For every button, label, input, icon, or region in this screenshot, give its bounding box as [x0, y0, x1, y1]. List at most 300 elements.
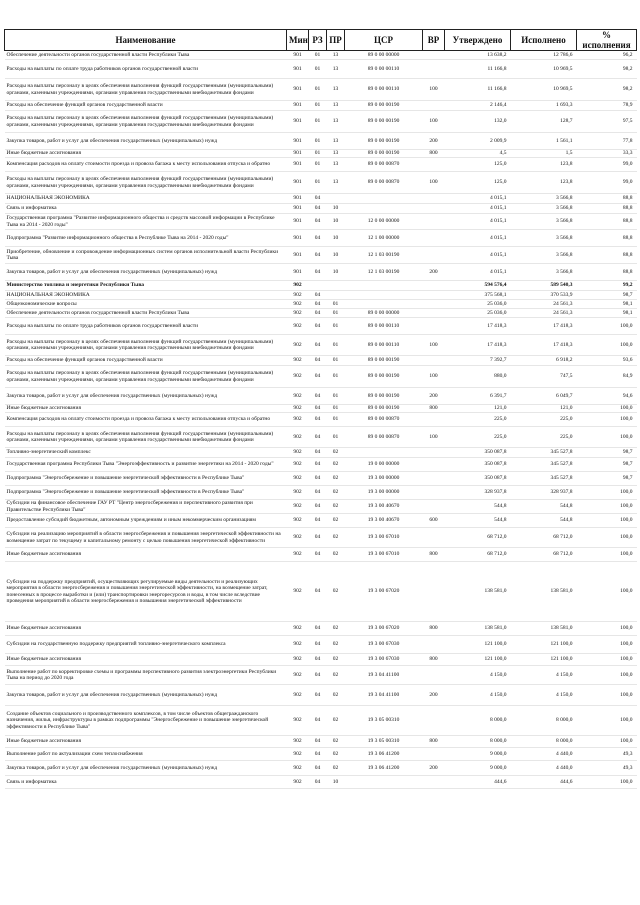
header-vr: ВР — [423, 30, 445, 51]
table-row — [5, 736, 637, 748]
table-row — [5, 388, 637, 405]
row-min: 902 — [287, 413, 309, 427]
row-rz: 04 — [309, 706, 327, 736]
row-min: 902 — [287, 685, 309, 706]
row-vr: 800 — [423, 405, 445, 413]
row-min: 902 — [287, 528, 309, 548]
row-approved: 544,8 — [445, 514, 511, 528]
row-approved: 4 015,1 — [445, 264, 511, 281]
row-min: 902 — [287, 300, 309, 309]
row-executed: 1 693,3 — [511, 101, 577, 111]
row-pr — [327, 281, 345, 291]
row-name: Расходы на выплаты персоналу в целях обеспечения выполнения функций государственными (муниципальными) органами, казенными учреждениями, органами управления государственными внебюджетными фондами — [5, 335, 287, 356]
row-vr: 200 — [423, 761, 445, 776]
row-pr: 02 — [327, 706, 345, 736]
row-csr: 19 3 04 41100 — [345, 685, 423, 706]
row-rz: 04 — [309, 448, 327, 458]
row-approved: 8 000,0 — [445, 736, 511, 748]
budget-report-page — [4, 29, 636, 789]
row-csr: 89 0 00 00870 — [345, 158, 423, 172]
row-approved: 138 581,0 — [445, 622, 511, 636]
row-approved: 594 576,4 — [445, 281, 511, 291]
row-vr — [423, 562, 445, 622]
row-csr: 19 3 00 67020 — [345, 562, 423, 622]
row-pr: 01 — [327, 335, 345, 356]
row-vr: 800 — [423, 150, 445, 158]
row-pr: 02 — [327, 472, 345, 486]
row-vr — [423, 60, 445, 79]
row-approved: 4 015,1 — [445, 204, 511, 214]
row-approved: 11 166,8 — [445, 79, 511, 101]
row-executed: 444,6 — [511, 776, 577, 789]
row-name: Приобретение, обновление и сопровождение информационных систем органов исполнительной власти Республики Тыва — [5, 247, 287, 264]
table-row — [5, 562, 637, 622]
row-csr: 89 0 00 00190 — [345, 101, 423, 111]
table-row — [5, 356, 637, 366]
table-row — [5, 366, 637, 388]
row-pr: 13 — [327, 158, 345, 172]
row-approved: 68 712,0 — [445, 528, 511, 548]
row-name: Связь и информатика — [5, 776, 287, 789]
row-approved: 444,6 — [445, 776, 511, 789]
row-csr: 19 3 00 67010 — [345, 548, 423, 562]
table-row — [5, 448, 637, 458]
row-executed: 10 969,5 — [511, 79, 577, 101]
row-name: Расходы на выплаты персоналу в целях обеспечения выполнения функций государственными (муниципальными) органами, казенными учреждениями, органами управления государственными внебюджетными фондами — [5, 366, 287, 388]
row-rz: 04 — [309, 427, 327, 448]
row-executed: 4 150,0 — [511, 685, 577, 706]
row-percent: 100,0 — [577, 427, 637, 448]
row-name: Выполнение работ по корректировке схемы и программы перспективного развития электроэнергетики Республики Тыва на период до 2020 года — [5, 666, 287, 685]
row-pr: 13 — [327, 172, 345, 194]
row-approved: 121,0 — [445, 405, 511, 413]
table-row — [5, 194, 637, 204]
row-executed: 123,8 — [511, 158, 577, 172]
row-approved: 25 036,0 — [445, 300, 511, 309]
row-approved: 11 166,8 — [445, 60, 511, 79]
row-executed: 345 527,8 — [511, 472, 577, 486]
row-csr: 19 3 00 40670 — [345, 514, 423, 528]
row-pr: 10 — [327, 230, 345, 247]
row-rz: 04 — [309, 194, 327, 204]
row-percent: 98,2 — [577, 60, 637, 79]
row-min: 902 — [287, 706, 309, 736]
row-percent: 98,2 — [577, 79, 637, 101]
row-name: Расходы на выплаты персоналу в целях обеспечения выполнения функций государственными (муниципальными) органами, казенными учреждениями, органами управления государственными внебюджетными фондами — [5, 172, 287, 194]
row-pr: 01 — [327, 309, 345, 318]
row-vr — [423, 204, 445, 214]
row-min: 902 — [287, 622, 309, 636]
row-rz: 01 — [309, 172, 327, 194]
row-vr — [423, 500, 445, 514]
row-approved: 138 581,0 — [445, 562, 511, 622]
row-pr: 02 — [327, 685, 345, 706]
row-approved: 68 712,0 — [445, 548, 511, 562]
row-min: 901 — [287, 230, 309, 247]
row-percent: 100,0 — [577, 736, 637, 748]
budget-table — [4, 29, 637, 789]
row-percent: 78,9 — [577, 101, 637, 111]
row-name: Иные бюджетные ассигнования — [5, 150, 287, 158]
row-executed: 3 566,8 — [511, 204, 577, 214]
row-pr: 02 — [327, 748, 345, 761]
row-name: Субсидии на реализацию мероприятий в области энергосбережения и повышения энергетической эффективности на возмещение затрат по текущему и капитальному ремонту с целью повышения энергетической эффективности — [5, 528, 287, 548]
table-header-row — [5, 30, 637, 51]
row-executed: 68 712,0 — [511, 528, 577, 548]
row-min: 901 — [287, 79, 309, 101]
row-executed: 345 527,8 — [511, 448, 577, 458]
row-percent: 100,0 — [577, 666, 637, 685]
row-min: 902 — [287, 776, 309, 789]
table-row — [5, 761, 637, 776]
row-min: 902 — [287, 291, 309, 300]
table-row — [5, 413, 637, 427]
row-pr: 13 — [327, 111, 345, 133]
row-name: Компенсация расходов на оплату стоимости проезда и провоза багажа к месту использования отпуска и обратно — [5, 413, 287, 427]
row-csr: 89 0 00 00110 — [345, 79, 423, 101]
row-min: 901 — [287, 51, 309, 60]
row-percent: 98,7 — [577, 458, 637, 472]
row-pr: 02 — [327, 636, 345, 654]
table-row — [5, 622, 637, 636]
table-row — [5, 60, 637, 79]
row-rz: 04 — [309, 622, 327, 636]
table-row — [5, 500, 637, 514]
row-executed: 123,8 — [511, 172, 577, 194]
row-name: Расходы на выплаты по оплате труда работников органов государственной власти — [5, 318, 287, 335]
row-csr: 19 3 05 00310 — [345, 736, 423, 748]
row-min: 901 — [287, 264, 309, 281]
row-min: 901 — [287, 194, 309, 204]
row-name: Топливно-энергетический комплекс — [5, 448, 287, 458]
row-executed: 3 566,8 — [511, 230, 577, 247]
row-min: 902 — [287, 309, 309, 318]
row-percent: 49,3 — [577, 748, 637, 761]
row-rz: 01 — [309, 150, 327, 158]
row-percent: 98,7 — [577, 472, 637, 486]
row-min: 902 — [287, 335, 309, 356]
table-row — [5, 281, 637, 291]
row-executed: 12 786,6 — [511, 51, 577, 60]
row-name: Расходы на выплаты персоналу в целях обеспечения выполнения функций государственными (муниципальными) органами, казенными учреждениями, органами управления государственными внебюджетными фондами — [5, 111, 287, 133]
row-approved: 544,8 — [445, 500, 511, 514]
table-row — [5, 133, 637, 150]
row-vr — [423, 194, 445, 204]
row-approved: 4 150,0 — [445, 685, 511, 706]
row-percent: 98,1 — [577, 309, 637, 318]
row-approved: 9 000,0 — [445, 761, 511, 776]
row-csr: 89 0 00 00870 — [345, 413, 423, 427]
row-rz: 04 — [309, 388, 327, 405]
row-executed: 68 712,0 — [511, 548, 577, 562]
row-rz: 04 — [309, 562, 327, 622]
row-name: Расходы на обеспечение функций органов государственной власти — [5, 101, 287, 111]
row-csr — [345, 300, 423, 309]
table-row — [5, 300, 637, 309]
row-min: 902 — [287, 366, 309, 388]
row-pr: 13 — [327, 79, 345, 101]
row-executed: 4 440,0 — [511, 761, 577, 776]
row-executed: 121 100,0 — [511, 636, 577, 654]
row-vr — [423, 748, 445, 761]
row-pr: 01 — [327, 388, 345, 405]
row-approved: 225,0 — [445, 413, 511, 427]
row-vr — [423, 281, 445, 291]
row-rz: 04 — [309, 486, 327, 500]
row-vr — [423, 448, 445, 458]
row-rz: 04 — [309, 300, 327, 309]
row-approved: 4 015,1 — [445, 214, 511, 230]
row-pr: 10 — [327, 264, 345, 281]
row-percent: 100,0 — [577, 706, 637, 736]
table-row — [5, 405, 637, 413]
row-name: Закупка товаров, работ и услуг для обеспечения государственных (муниципальных) нужд — [5, 685, 287, 706]
row-vr — [423, 318, 445, 335]
row-vr — [423, 413, 445, 427]
row-pr: 02 — [327, 514, 345, 528]
row-min: 902 — [287, 388, 309, 405]
row-csr: 12 0 00 00000 — [345, 214, 423, 230]
row-min: 902 — [287, 736, 309, 748]
row-executed: 3 566,8 — [511, 264, 577, 281]
row-approved: 2 009,9 — [445, 133, 511, 150]
row-name: Закупка товаров, работ и услуг для обеспечения государственных (муниципальных) нужд — [5, 761, 287, 776]
row-rz: 04 — [309, 514, 327, 528]
table-row — [5, 150, 637, 158]
row-approved: 4 150,0 — [445, 666, 511, 685]
row-percent: 88,8 — [577, 230, 637, 247]
table-row — [5, 79, 637, 101]
row-csr: 19 3 04 41100 — [345, 666, 423, 685]
row-min: 902 — [287, 761, 309, 776]
row-csr: 19 3 00 00000 — [345, 472, 423, 486]
row-name: Расходы на выплаты персоналу в целях обеспечения выполнения функций государственными (муниципальными) органами, казенными учреждениями, органами управления государственными внебюджетными фондами — [5, 427, 287, 448]
row-executed: 10 969,5 — [511, 60, 577, 79]
row-percent: 88,8 — [577, 194, 637, 204]
row-rz: 01 — [309, 101, 327, 111]
row-name: Субсидии на государственную поддержку предприятий топливно-энергетического комплекса — [5, 636, 287, 654]
row-vr: 800 — [423, 736, 445, 748]
table-row — [5, 51, 637, 60]
row-vr: 200 — [423, 685, 445, 706]
row-rz: 04 — [309, 458, 327, 472]
row-rz: 04 — [309, 366, 327, 388]
row-vr — [423, 776, 445, 789]
row-pr: 13 — [327, 101, 345, 111]
row-executed: 138 581,0 — [511, 562, 577, 622]
row-pr: 02 — [327, 500, 345, 514]
row-vr — [423, 472, 445, 486]
row-vr: 200 — [423, 388, 445, 405]
row-rz: 04 — [309, 335, 327, 356]
row-rz: 04 — [309, 666, 327, 685]
row-vr: 800 — [423, 622, 445, 636]
row-pr: 13 — [327, 51, 345, 60]
table-row — [5, 486, 637, 500]
row-csr: 19 3 00 67020 — [345, 622, 423, 636]
row-csr: 89 0 00 00000 — [345, 309, 423, 318]
row-approved: 2 146,4 — [445, 101, 511, 111]
row-percent: 88,8 — [577, 214, 637, 230]
row-executed: 6 049,7 — [511, 388, 577, 405]
row-percent: 88,8 — [577, 247, 637, 264]
row-min: 902 — [287, 448, 309, 458]
row-executed: 3 566,8 — [511, 214, 577, 230]
row-pr: 02 — [327, 761, 345, 776]
row-vr — [423, 300, 445, 309]
row-csr: 89 0 00 00190 — [345, 133, 423, 150]
row-vr: 800 — [423, 548, 445, 562]
row-rz: 01 — [309, 111, 327, 133]
row-min: 902 — [287, 514, 309, 528]
row-min: 901 — [287, 111, 309, 133]
row-pr: 02 — [327, 666, 345, 685]
row-rz: 04 — [309, 318, 327, 335]
table-row — [5, 101, 637, 111]
row-name: Обеспечение деятельности органов государственной власти Республики Тыва — [5, 51, 287, 60]
row-percent: 100,0 — [577, 685, 637, 706]
row-approved: 6 391,7 — [445, 388, 511, 405]
table-row — [5, 458, 637, 472]
row-name: Министерство топлива и энергетики Республики Тыва — [5, 281, 287, 291]
row-name: Государственная программа Республики Тыва "Энергоэффективность и развитие энергетики на 2014 - 2020 годы" — [5, 458, 287, 472]
row-executed: 138 581,0 — [511, 622, 577, 636]
row-vr — [423, 101, 445, 111]
row-pr — [327, 194, 345, 204]
row-vr — [423, 636, 445, 654]
row-approved: 132,0 — [445, 111, 511, 133]
row-approved: 225,0 — [445, 427, 511, 448]
table-row — [5, 528, 637, 548]
row-csr — [345, 448, 423, 458]
row-percent: 88,8 — [577, 264, 637, 281]
row-name: Предоставление субсидий бюджетным, автономным учреждениям и иным некоммерческим организациям — [5, 514, 287, 528]
row-name: Компенсация расходов на оплату стоимости проезда и провоза багажа к месту использования отпуска и обратно — [5, 158, 287, 172]
row-vr: 800 — [423, 654, 445, 666]
row-pr: 02 — [327, 458, 345, 472]
row-vr — [423, 158, 445, 172]
row-name: Закупка товаров, работ и услуг для обеспечения государственных (муниципальных) нужд — [5, 388, 287, 405]
row-executed: 8 000,0 — [511, 706, 577, 736]
row-approved: 350 087,8 — [445, 448, 511, 458]
table-row — [5, 706, 637, 736]
row-approved: 13 638,2 — [445, 51, 511, 60]
table-row — [5, 685, 637, 706]
row-name: Подпрограмма "Энергосбережение и повышение энергетической эффективности в Республике Тыва" — [5, 486, 287, 500]
row-name: НАЦИОНАЛЬНАЯ ЭКОНОМИКА — [5, 194, 287, 204]
row-name: Закупка товаров, работ и услуг для обеспечения государственных (муниципальных) нужд — [5, 133, 287, 150]
row-vr: 200 — [423, 264, 445, 281]
row-pr: 01 — [327, 427, 345, 448]
row-name: Субсидии на финансовое обеспечение ГАУ РТ "Центр энергосбережения и перспективного развития при Правительстве Республики Тыва" — [5, 500, 287, 514]
row-csr: 12 1 00 00000 — [345, 230, 423, 247]
row-csr: 89 0 00 00110 — [345, 335, 423, 356]
row-rz: 04 — [309, 636, 327, 654]
row-name: Государственная программа "Развитие информационного общества и средств массовой информации в Республике Тыва на 2014 - 2020 годы" — [5, 214, 287, 230]
row-min: 902 — [287, 666, 309, 685]
row-rz: 04 — [309, 356, 327, 366]
row-min: 901 — [287, 133, 309, 150]
row-pr: 01 — [327, 405, 345, 413]
table-row — [5, 247, 637, 264]
row-approved: 9 000,0 — [445, 748, 511, 761]
row-name: Обеспечение деятельности органов государственной власти Республики Тыва — [5, 309, 287, 318]
row-percent: 97,5 — [577, 111, 637, 133]
row-executed: 6 918,2 — [511, 356, 577, 366]
row-min: 902 — [287, 486, 309, 500]
row-executed: 3 566,8 — [511, 194, 577, 204]
row-percent: 98,7 — [577, 448, 637, 458]
row-percent: 100,0 — [577, 622, 637, 636]
row-approved: 4 015,1 — [445, 194, 511, 204]
row-min: 902 — [287, 654, 309, 666]
row-name: Связь и информатика — [5, 204, 287, 214]
row-csr — [345, 776, 423, 789]
row-pr: 02 — [327, 736, 345, 748]
table-row — [5, 666, 637, 685]
row-percent: 100,0 — [577, 654, 637, 666]
row-csr: 19 3 06 41200 — [345, 748, 423, 761]
row-rz: 04 — [309, 685, 327, 706]
row-approved: 350 087,8 — [445, 472, 511, 486]
row-vr: 100 — [423, 111, 445, 133]
row-executed: 544,8 — [511, 500, 577, 514]
row-min: 902 — [287, 458, 309, 472]
table-row — [5, 230, 637, 247]
row-pr: 13 — [327, 60, 345, 79]
row-executed: 17 418,3 — [511, 318, 577, 335]
row-name: Иные бюджетные ассигнования — [5, 405, 287, 413]
row-vr: 600 — [423, 514, 445, 528]
row-executed: 1,5 — [511, 150, 577, 158]
row-pr: 13 — [327, 133, 345, 150]
row-min: 901 — [287, 158, 309, 172]
row-percent: 100,0 — [577, 413, 637, 427]
row-approved: 125,0 — [445, 158, 511, 172]
row-pr: 01 — [327, 366, 345, 388]
row-rz: 04 — [309, 204, 327, 214]
row-pr: 13 — [327, 150, 345, 158]
row-vr: 100 — [423, 335, 445, 356]
row-executed: 1 561,1 — [511, 133, 577, 150]
row-csr: 89 0 00 00000 — [345, 51, 423, 60]
row-vr — [423, 356, 445, 366]
row-rz: 01 — [309, 60, 327, 79]
header-percent: % исполнения — [577, 30, 637, 51]
row-percent: 99,0 — [577, 158, 637, 172]
row-csr: 19 3 00 00000 — [345, 486, 423, 500]
row-csr: 89 0 00 00110 — [345, 318, 423, 335]
row-min: 902 — [287, 281, 309, 291]
row-executed: 4 150,0 — [511, 666, 577, 685]
row-executed: 128,7 — [511, 111, 577, 133]
row-rz: 01 — [309, 133, 327, 150]
row-executed: 121 100,0 — [511, 654, 577, 666]
row-vr — [423, 309, 445, 318]
row-csr: 19 0 00 00000 — [345, 458, 423, 472]
row-approved: 25 036,0 — [445, 309, 511, 318]
row-approved: 121 100,0 — [445, 636, 511, 654]
row-pr: 02 — [327, 486, 345, 500]
row-min: 902 — [287, 748, 309, 761]
row-percent: 100,0 — [577, 776, 637, 789]
row-name: Закупка товаров, работ и услуг для обеспечения государственных (муниципальных) нужд — [5, 264, 287, 281]
row-min: 902 — [287, 356, 309, 366]
row-pr: 02 — [327, 448, 345, 458]
row-vr: 100 — [423, 172, 445, 194]
row-csr: 12 1 03 00190 — [345, 264, 423, 281]
row-name: Выполнение работ по актуализации схем теплоснабжения — [5, 748, 287, 761]
